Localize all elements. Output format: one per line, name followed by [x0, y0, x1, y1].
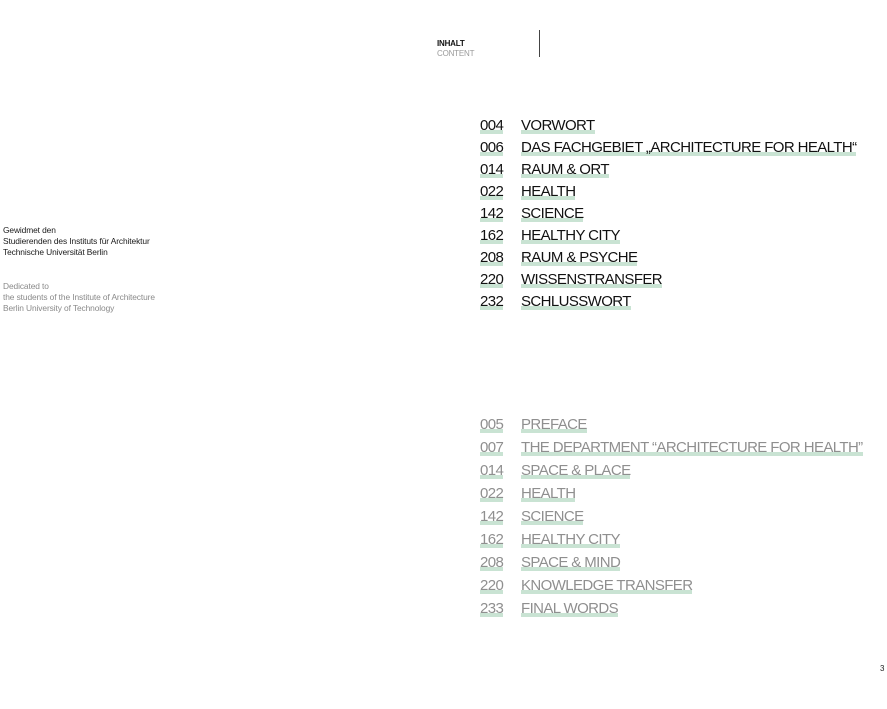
- toc-title: SCHLUSSWORT: [521, 293, 631, 310]
- toc-entry[interactable]: [480, 247, 856, 269]
- toc-title: RAUM & ORT: [521, 161, 609, 178]
- toc-page-number: 014: [480, 161, 504, 178]
- toc-entry[interactable]: [480, 269, 856, 291]
- toc-page-number: 006: [480, 139, 504, 156]
- toc-title: SPACE & PLACE: [521, 462, 631, 479]
- toc-entry[interactable]: [480, 597, 863, 620]
- toc-entry[interactable]: [480, 181, 856, 203]
- toc-page-number: 004: [480, 117, 504, 134]
- dedication-line: the students of the Institute of Architecture: [3, 292, 155, 302]
- toc-entry[interactable]: [480, 459, 863, 482]
- toc-page-number: 022: [480, 183, 504, 200]
- toc-page-number: 162: [480, 531, 504, 548]
- toc-title: HEALTH: [521, 485, 576, 502]
- toc-page-number: 208: [480, 249, 504, 266]
- toc-page-number: 022: [480, 485, 504, 502]
- toc-page-number: 208: [480, 554, 504, 571]
- section-header: [437, 39, 474, 59]
- dedication-line: Berlin University of Technology: [3, 303, 115, 313]
- header-divider: [539, 30, 540, 57]
- toc-entry[interactable]: [480, 413, 863, 436]
- toc-title: THE DEPARTMENT “ARCHITECTURE FOR HEALTH”: [521, 439, 863, 456]
- toc-title: FINAL WORDS: [521, 600, 619, 617]
- toc-title: SPACE & MIND: [521, 554, 621, 571]
- toc-title: SCIENCE: [521, 205, 584, 222]
- toc-title: VORWORT: [521, 117, 595, 134]
- toc-english: [480, 413, 863, 620]
- toc-page-number: 007: [480, 439, 504, 456]
- toc-entry[interactable]: [480, 482, 863, 505]
- toc-entry[interactable]: [480, 137, 856, 159]
- toc-title: HEALTH: [521, 183, 576, 200]
- header-label-en: CONTENT: [437, 49, 475, 58]
- toc-page-number: 220: [480, 271, 504, 288]
- toc-title: HEALTHY CITY: [521, 531, 620, 548]
- page-number: 3: [880, 664, 885, 673]
- toc-title: WISSENSTRANSFER: [521, 271, 663, 288]
- toc-title: KNOWLEDGE TRANSFER: [521, 577, 693, 594]
- dedication-line: Gewidmet den: [3, 225, 56, 235]
- toc-entry[interactable]: [480, 551, 863, 574]
- toc-entry[interactable]: [480, 159, 856, 181]
- toc-german: [480, 115, 856, 313]
- toc-entry[interactable]: [480, 436, 863, 459]
- toc-entry[interactable]: [480, 528, 863, 551]
- toc-page-number: 142: [480, 205, 504, 222]
- toc-page-number: 005: [480, 416, 504, 433]
- toc-title: HEALTHY CITY: [521, 227, 620, 244]
- toc-page-number: 232: [480, 293, 504, 310]
- toc-entry[interactable]: [480, 574, 863, 597]
- toc-page-number: 233: [480, 600, 504, 617]
- header-label-de: INHALT: [437, 39, 465, 48]
- dedication-line: Technische Universität Berlin: [3, 247, 108, 257]
- toc-entry[interactable]: [480, 505, 863, 528]
- toc-page-number: 014: [480, 462, 504, 479]
- toc-entry[interactable]: [480, 115, 856, 137]
- toc-title: SCIENCE: [521, 508, 584, 525]
- toc-page-number: 142: [480, 508, 504, 525]
- toc-entry[interactable]: [480, 291, 856, 313]
- dedication-german: [3, 225, 150, 258]
- toc-title: PREFACE: [521, 416, 587, 433]
- toc-page-number: 220: [480, 577, 504, 594]
- toc-title: RAUM & PSYCHE: [521, 249, 638, 266]
- dedication-line: Dedicated to: [3, 281, 49, 291]
- dedication-english: [3, 281, 155, 314]
- toc-entry[interactable]: [480, 203, 856, 225]
- toc-page-number: 162: [480, 227, 504, 244]
- dedication-line: Studierenden des Instituts für Architektur: [3, 236, 150, 246]
- toc-title: DAS FACHGEBIET „ARCHITECTURE FOR HEALTH“: [521, 139, 857, 156]
- toc-entry[interactable]: [480, 225, 856, 247]
